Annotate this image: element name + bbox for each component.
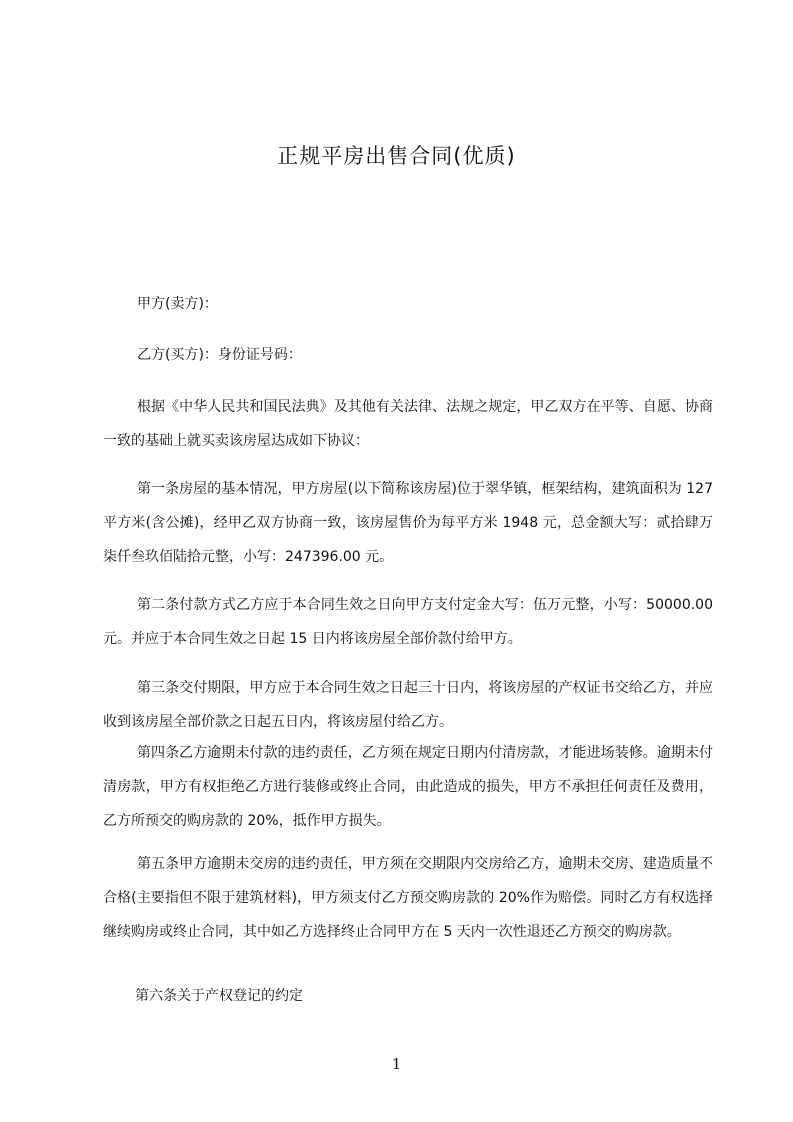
article-2-paragraph: 第二条付款方式乙方应于本合同生效之日向甲方支付定金大写：伍万元整，小写：50000.00 元。并应于本合同生效之日起 15 日内将该房屋全部价款付给甲方。 (103, 597, 713, 647)
article-4-paragraph: 第四条乙方逾期未付款的违约责任，乙方须在规定日期内付清房款，才能进场装修。逾期未付清房款，甲方有权拒绝乙方进行装修或终止合同，由此造成的损失，甲方不承担任何责任及费用，乙方所预交的购房款的 20%，抵作甲方损失。 (103, 745, 713, 829)
article-1-paragraph: 第一条房屋的基本情况，甲方房屋(以下简称该房屋)位于翠华镇，框架结构，建筑面积为 127 平方米(含公摊)，经甲乙双方协商一致，该房屋售价为每平方米 1948 元，总金额大写：贰拾肆万柒仟叁玖佰陆拾元整，小写：247396.00 元。 (103, 481, 713, 565)
document-title: 正规平房出售合同(优质) (277, 144, 516, 168)
party-b-line: 乙方(买方)：身份证号码： (137, 347, 302, 363)
party-a-line: 甲方(卖方)： (137, 296, 218, 312)
preamble-paragraph: 根据《中华人民共和国民法典》及其他有关法律、法规之规定，甲乙双方在平等、自愿、协商一致的基础上就买卖该房屋达成如下协议： (103, 399, 713, 449)
article-6-heading: 第六条关于产权登记的约定 (135, 988, 303, 1004)
page-number: 1 (391, 1055, 402, 1073)
article-5-paragraph: 第五条甲方逾期未交房的违约责任，甲方须在交期限内交房给乙方，逾期未交房、建造质量不合格(主要指但不限于建筑材料)，甲方须支付乙方预交购房款的 20%作为赔偿。同时乙方有权选择继续购房或终止合同，其中如乙方选择终止合同甲方在 5 天内一次性退还乙方预交的购房款。 (103, 856, 713, 940)
article-3-paragraph: 第三条交付期限，甲方应于本合同生效之日起三十日内，将该房屋的产权证书交给乙方，并应收到该房屋全部价款之日起五日内，将该房屋付给乙方。 (103, 680, 713, 730)
